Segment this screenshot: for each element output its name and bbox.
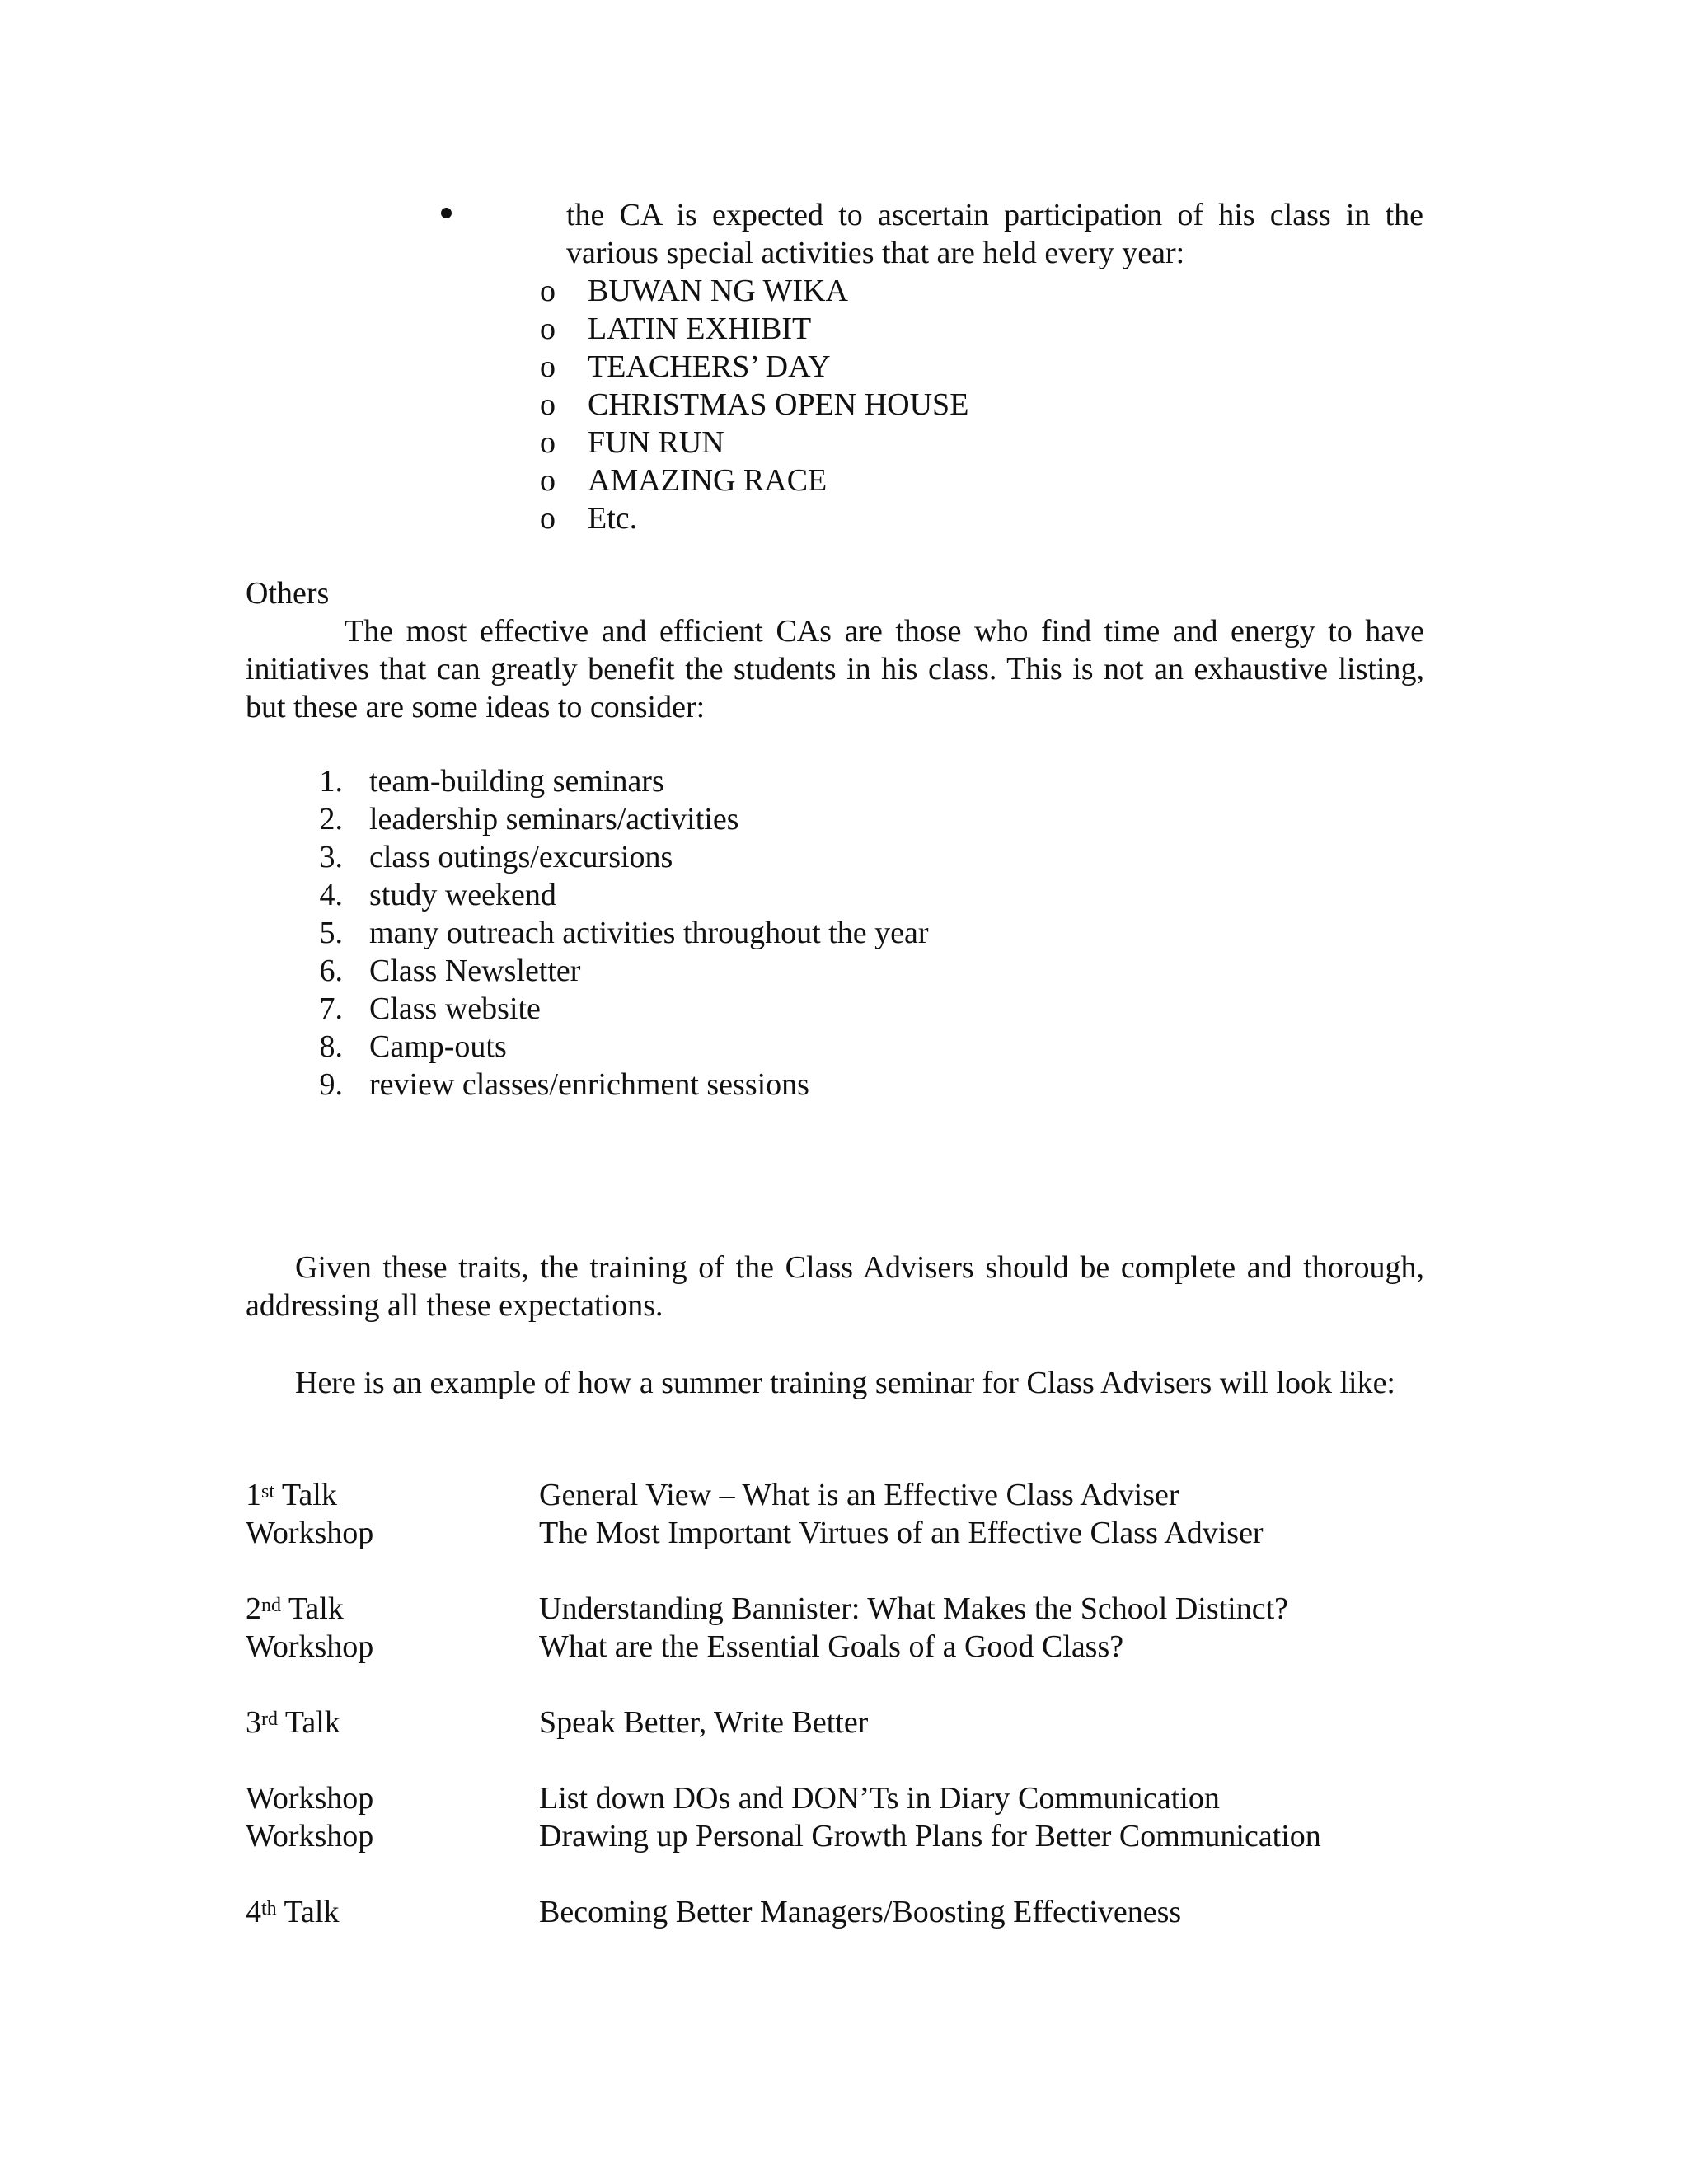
session-title: Understanding Bannister: What Makes the School Distinct? — [539, 1591, 1289, 1626]
list-item — [292, 762, 929, 800]
list-item-text: Class Newsletter — [369, 954, 581, 988]
session-label — [246, 1628, 373, 1666]
list-item — [292, 1066, 929, 1104]
activity-label: BUWAN NG WIKA — [588, 274, 848, 308]
list-item — [292, 914, 929, 952]
list-item — [292, 1028, 929, 1066]
list-item — [292, 952, 929, 990]
bullet-text: the CA is expected to ascertain participation of his class in the various special activities that are held every year: — [566, 198, 1423, 270]
session-type: Talk — [288, 1591, 344, 1626]
session-number: 4 — [246, 1895, 261, 1929]
list-item-text: review classes/enrichment sessions — [369, 1067, 809, 1102]
activity-item — [540, 424, 968, 462]
list-item-text: many outreach activities throughout the year — [369, 916, 929, 950]
activity-item — [540, 462, 968, 499]
session-title: The Most Important Virtues of an Effective Class Adviser — [539, 1516, 1264, 1550]
list-item — [292, 838, 929, 876]
list-number: 6. — [319, 954, 343, 988]
session-number: 2 — [246, 1591, 261, 1626]
list-number: 8. — [319, 1029, 343, 1064]
session-title: General View – What is an Effective Class Adviser — [539, 1478, 1179, 1512]
activities-list — [540, 272, 968, 537]
list-marker: o — [540, 349, 556, 384]
session-title: Speak Better, Write Better — [539, 1705, 869, 1740]
list-item — [292, 800, 929, 838]
ordinal-suffix: nd — [261, 1595, 281, 1616]
list-marker: o — [540, 312, 556, 346]
session-title: List down DOs and DON’Ts in Diary Communication — [539, 1781, 1220, 1816]
session-type: Talk — [284, 1705, 340, 1740]
list-number: 7. — [319, 991, 343, 1026]
activity-label: FUN RUN — [588, 425, 724, 460]
ideas-list — [292, 762, 929, 1104]
activity-label: TEACHERS’ DAY — [588, 349, 831, 384]
session-label — [246, 1893, 339, 1931]
list-item-text: leadership seminars/activities — [369, 802, 739, 837]
section-heading-others: Others — [246, 576, 330, 611]
closing-paragraph: Given these traits, the training of the Class Advisers should be complete and thorough, addressing all these expectations. — [246, 1250, 1424, 1323]
list-marker: o — [540, 425, 556, 460]
session-label — [246, 1817, 373, 1855]
session-number: 1 — [246, 1478, 261, 1512]
list-number: 2. — [319, 802, 343, 837]
session-number: 3 — [246, 1705, 261, 1740]
session-type: Workshop — [246, 1781, 374, 1816]
session-label — [246, 1704, 340, 1741]
activity-label: LATIN EXHIBIT — [588, 312, 812, 346]
session-label — [246, 1590, 344, 1628]
list-marker: o — [540, 274, 556, 308]
session-label — [246, 1779, 373, 1817]
session-title: Drawing up Personal Growth Plans for Better Communication — [539, 1819, 1321, 1854]
list-item-text: Class website — [369, 991, 541, 1026]
others-paragraph: The most effective and efficient CAs are those who find time and energy to have initiatives that can greatly benefit the students in his class. This is not an exhaustive listing, but these are some ideas to consider: — [246, 614, 1424, 724]
list-marker: o — [540, 501, 556, 536]
list-number: 5. — [319, 916, 343, 950]
session-title: What are the Essential Goals of a Good Class? — [539, 1629, 1124, 1664]
list-number: 3. — [319, 840, 343, 874]
activity-label: CHRISTMAS OPEN HOUSE — [588, 387, 969, 422]
list-number: 1. — [319, 764, 343, 799]
example-paragraph: Here is an example of how a summer training seminar for Class Advisers will look like: — [295, 1366, 1395, 1400]
list-marker: o — [540, 387, 556, 422]
list-item — [292, 876, 929, 914]
session-type: Workshop — [246, 1516, 374, 1550]
activity-item — [540, 499, 968, 537]
list-number: 4. — [319, 878, 343, 912]
activity-label: AMAZING RACE — [588, 463, 828, 498]
ordinal-suffix: th — [261, 1898, 277, 1919]
session-type: Workshop — [246, 1819, 374, 1854]
list-item-text: class outings/excursions — [369, 840, 673, 874]
session-type: Talk — [281, 1478, 337, 1512]
list-item-text: Camp-outs — [369, 1029, 507, 1064]
ordinal-suffix: rd — [261, 1708, 278, 1730]
session-label — [246, 1476, 337, 1514]
activity-label: Etc. — [588, 501, 638, 536]
list-marker: o — [540, 463, 556, 498]
list-number: 9. — [319, 1067, 343, 1102]
list-item — [292, 990, 929, 1028]
session-title: Becoming Better Managers/Boosting Effectiveness — [539, 1895, 1182, 1929]
activity-item — [540, 310, 968, 348]
list-item-text: study weekend — [369, 878, 556, 912]
list-item-text: team-building seminars — [369, 764, 664, 799]
session-type: Talk — [284, 1895, 340, 1929]
activity-item — [540, 348, 968, 386]
bullet-point — [441, 208, 452, 218]
session-type: Workshop — [246, 1629, 374, 1664]
activity-item — [540, 272, 968, 310]
session-label — [246, 1514, 373, 1552]
activity-item — [540, 386, 968, 424]
ordinal-suffix: st — [261, 1481, 275, 1502]
